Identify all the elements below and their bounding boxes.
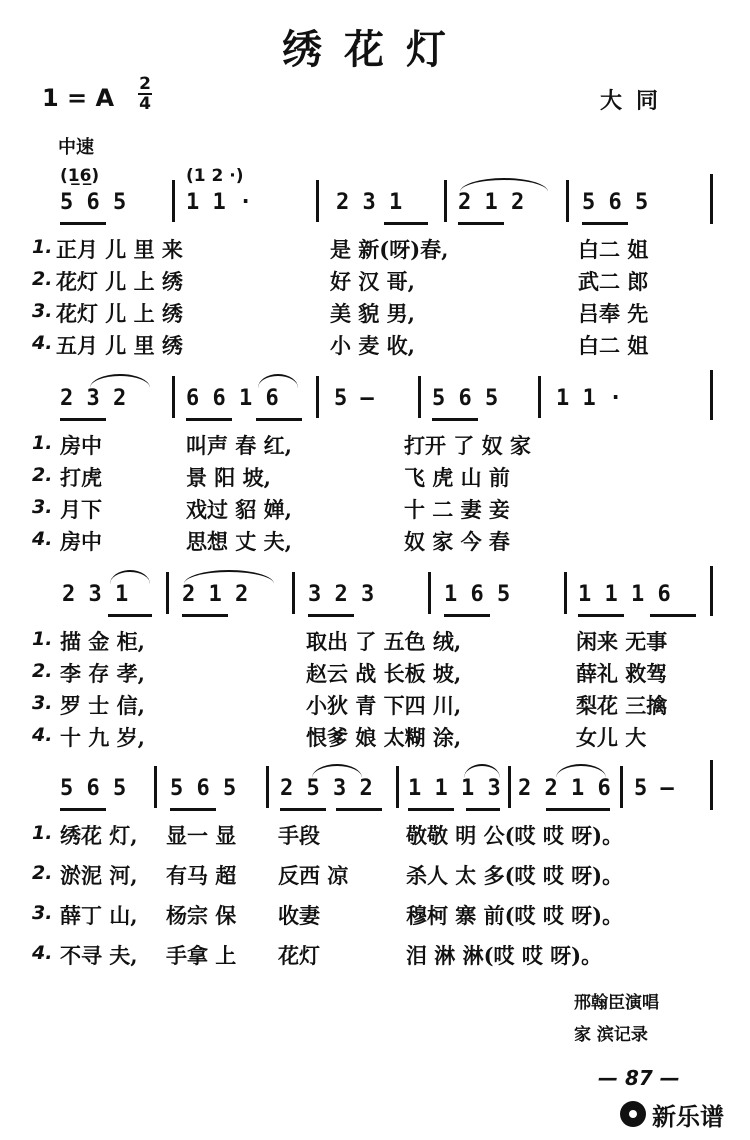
bar-notes: 5 6 5 xyxy=(60,776,127,801)
lyric-segment: 有马 超 xyxy=(166,863,237,888)
lyric-segment: 手段 xyxy=(278,823,320,848)
verse-number: 3. xyxy=(32,300,53,322)
lyric-segment: 恨爹 娘 太糊 涂, xyxy=(306,725,462,750)
lyric-segment: 闲来 无事 xyxy=(576,629,668,654)
lyric-line xyxy=(0,266,750,298)
time-signature xyxy=(138,76,152,112)
verse-number: 4. xyxy=(32,332,53,354)
music-system-4 xyxy=(0,774,750,974)
site-logo xyxy=(620,1096,724,1132)
verse-number: 3. xyxy=(32,496,53,518)
lyric-line xyxy=(0,298,750,330)
bar-notes: 1 6 5 xyxy=(444,582,511,607)
bar-notes: 1 1 1 3 xyxy=(408,776,501,801)
lyric-segment: 飞 虎 山 前 xyxy=(404,465,510,490)
region-label: 大同 xyxy=(600,89,673,114)
lyric-line xyxy=(0,430,750,462)
verse-number: 4. xyxy=(32,942,53,964)
lyric-segment: 打虎 xyxy=(60,465,102,490)
bar-notes: 2 1 2 xyxy=(458,190,525,215)
lyric-line xyxy=(0,722,750,754)
lyric-segment: 美 貌 男, xyxy=(330,301,415,326)
lyric-segment: 描 金 柜, xyxy=(60,629,145,654)
recorder-credit: 家 滨记录 xyxy=(574,1025,648,1045)
lyric-segment: 薛丁 山, xyxy=(60,903,138,928)
logo-text: 新乐谱 xyxy=(652,1102,724,1131)
bar-notes: 2 3 1 xyxy=(62,582,129,607)
lyric-segment: 小狄 青 下四 川, xyxy=(306,693,462,718)
verse-number: 1. xyxy=(32,432,53,454)
lyric-segment: 景 阳 坡, xyxy=(186,465,271,490)
verse-number: 4. xyxy=(32,528,53,550)
verse-number: 1. xyxy=(32,236,53,258)
verse-number: 1. xyxy=(32,628,53,650)
bar-notes: 5 6 5 xyxy=(432,386,499,411)
lyric-line xyxy=(0,234,750,266)
lyric-line xyxy=(0,690,750,722)
bar-notes: 5 — xyxy=(634,776,674,801)
verse-number: 3. xyxy=(32,692,53,714)
bar-notes: 1 1 · xyxy=(186,190,253,215)
music-system-3 xyxy=(0,580,750,750)
lyric-segment: 白二 姐 xyxy=(578,333,649,358)
bar-notes: 2 1 2 xyxy=(182,582,249,607)
lyric-segment: 收妻 xyxy=(278,903,320,928)
lyric-segment: 戏过 貂 婵, xyxy=(186,497,292,522)
lyric-segment: 显一 显 xyxy=(166,823,237,848)
song-title: 绣花灯 xyxy=(282,26,468,73)
record-disc-icon xyxy=(620,1101,646,1127)
lyric-segment: 叫声 春 红, xyxy=(186,433,292,458)
page-number: — 87 — xyxy=(598,1066,680,1090)
verse-number: 2. xyxy=(32,862,53,884)
bar-notes: 3 2 3 xyxy=(308,582,375,607)
notation-row xyxy=(0,188,750,234)
bar-notes: 2 3 2 xyxy=(60,386,127,411)
bar-notes: 5 6 5 xyxy=(170,776,237,801)
lyric-segment: 花灯 儿 上 绣 xyxy=(56,269,183,294)
lyric-segment: 奴 家 今 春 xyxy=(404,529,510,554)
lyric-segment: 思想 丈 夫, xyxy=(186,529,292,554)
lyric-line xyxy=(0,820,750,852)
lyric-line xyxy=(0,330,750,362)
music-system-1 xyxy=(0,188,750,358)
bar-notes: 5 6 5 xyxy=(60,190,127,215)
lyric-segment: 梨花 三擒 xyxy=(576,693,668,718)
lyric-segment: 杨宗 保 xyxy=(166,903,237,928)
bar-notes: 2 3 1 xyxy=(336,190,403,215)
lyric-segment: 十 二 妻 妾 xyxy=(404,497,510,522)
lyric-segment: 反西 凉 xyxy=(278,863,349,888)
lyric-segment: 杀人 太 多(哎 哎 呀)。 xyxy=(406,863,624,888)
lyric-line xyxy=(0,462,750,494)
lyric-segment: 不寻 夫, xyxy=(60,943,138,968)
lyric-segment: 好 汉 哥, xyxy=(330,269,415,294)
verse-number: 3. xyxy=(32,902,53,924)
lyric-segment: 罗 士 信, xyxy=(60,693,145,718)
prefix-mark-left: (1̲6̲) xyxy=(60,166,100,186)
bar-notes: 2 2 1 6 xyxy=(518,776,611,801)
lyric-segment: 吕奉 先 xyxy=(578,301,649,326)
lyric-segment: 取出 了 五色 绒, xyxy=(306,629,462,654)
bar-notes: 5 6 5 xyxy=(582,190,649,215)
prefix-mark-right: (1 2 ·) xyxy=(186,166,244,186)
lyric-line xyxy=(0,526,750,558)
notation-row xyxy=(0,384,750,430)
bar-notes: 1 1 1 6 xyxy=(578,582,671,607)
lyric-segment: 打开 了 奴 家 xyxy=(404,433,531,458)
lyric-segment: 花灯 儿 上 绣 xyxy=(56,301,183,326)
lyric-segment: 白二 姐 xyxy=(578,237,649,262)
lyric-line xyxy=(0,626,750,658)
tempo-marking: 中速 xyxy=(58,137,94,158)
lyric-segment: 房中 xyxy=(60,433,102,458)
lyric-segment: 武二 郎 xyxy=(578,269,649,294)
notation-row xyxy=(0,774,750,820)
lyric-segment: 绣花 灯, xyxy=(60,823,138,848)
time-denominator: 4 xyxy=(139,94,151,114)
lyric-segment: 薛礼 救驾 xyxy=(576,661,668,686)
lyric-line xyxy=(0,860,750,892)
verse-number: 2. xyxy=(32,660,53,682)
lyric-line xyxy=(0,900,750,932)
lyric-line xyxy=(0,494,750,526)
lyric-segment: 十 九 岁, xyxy=(60,725,145,750)
key-signature: 1 = A xyxy=(42,84,115,112)
lyric-line xyxy=(0,658,750,690)
verse-number: 2. xyxy=(32,268,53,290)
lyric-line xyxy=(0,940,750,972)
singer-credit: 邢翰臣演唱 xyxy=(574,993,659,1013)
bar-notes: 1 1 · xyxy=(556,386,623,411)
lyric-segment: 女儿 大 xyxy=(576,725,647,750)
music-system-2 xyxy=(0,384,750,554)
lyric-segment: 小 麦 收, xyxy=(330,333,415,358)
time-numerator: 2 xyxy=(139,74,151,94)
verse-number: 4. xyxy=(32,724,53,746)
lyric-segment: 正月 儿 里 来 xyxy=(56,237,183,262)
lyric-segment: 穆柯 寨 前(哎 哎 呀)。 xyxy=(406,903,624,928)
lyric-segment: 月下 xyxy=(60,497,102,522)
lyric-segment: 敬敬 明 公(哎 哎 呀)。 xyxy=(406,823,624,848)
lyric-segment: 泪 淋 淋(哎 哎 呀)。 xyxy=(406,943,603,968)
bar-notes: 6 6 1 6 xyxy=(186,386,279,411)
lyric-segment: 李 存 孝, xyxy=(60,661,145,686)
lyric-segment: 手拿 上 xyxy=(166,943,237,968)
lyric-segment: 赵云 战 长板 坡, xyxy=(306,661,462,686)
lyric-segment: 花灯 xyxy=(278,943,320,968)
lyric-segment: 是 新(呀)春, xyxy=(330,237,449,262)
lyric-segment: 五月 儿 里 绣 xyxy=(56,333,183,358)
verse-number: 2. xyxy=(32,464,53,486)
lyric-segment: 淤泥 河, xyxy=(60,863,138,888)
bar-notes: 5 — xyxy=(334,386,374,411)
lyric-segment: 房中 xyxy=(60,529,102,554)
notation-row xyxy=(0,580,750,626)
verse-number: 1. xyxy=(32,822,53,844)
bar-notes: 2 5 3 2 xyxy=(280,776,373,801)
